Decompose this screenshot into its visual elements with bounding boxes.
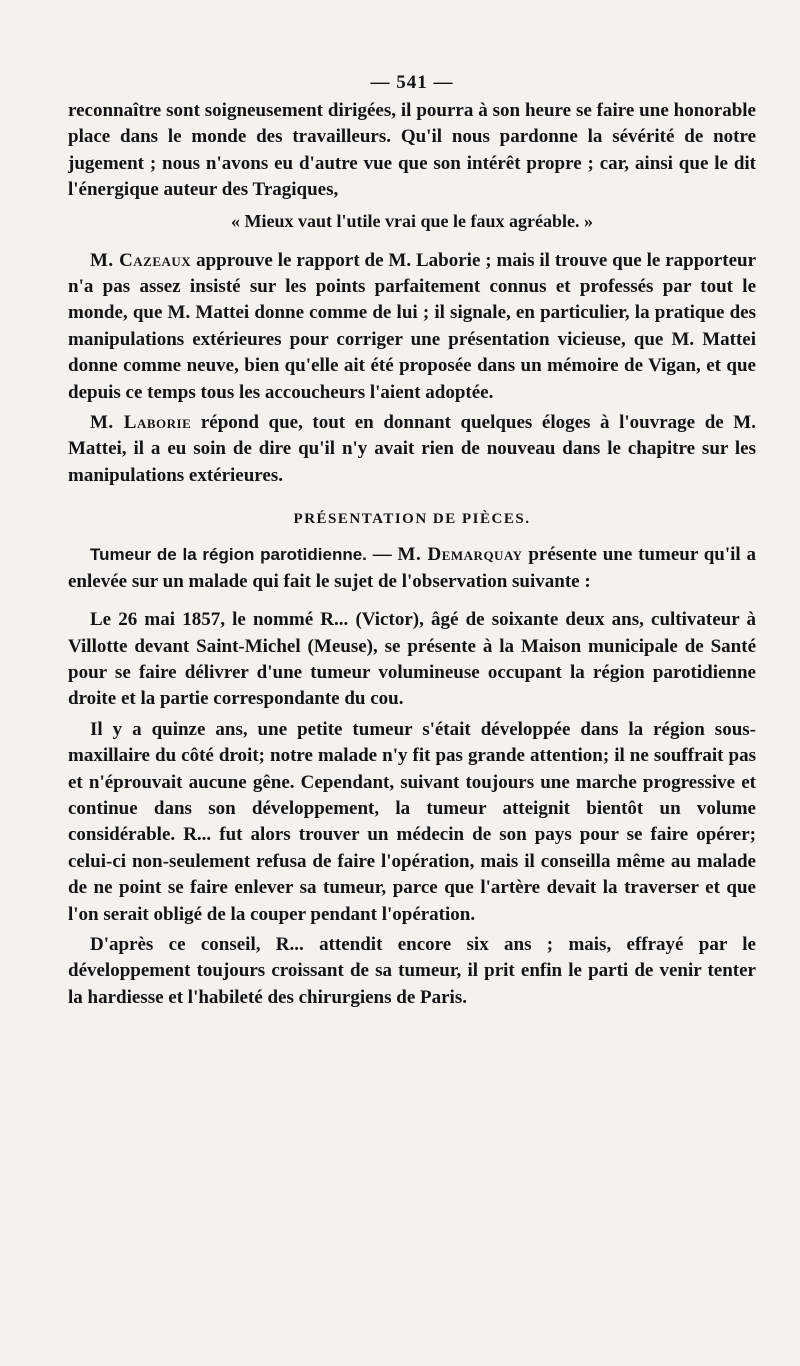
paragraph-continuation: reconnaître sont soigneusement dirigées, il pourra à son heure se faire une honorable place dans le monde des travailleurs. Qu'il nous pardonne la sévérité de notre jugement ; nous n'avons eu d'autre vue que son intérêt propre ; car, ainsi que le dit l'énergique auteur des Tragiques, [68,100,756,201]
quotation: « Mieux vaut l'utile vrai que le faux agréable. » [231,210,593,231]
section-heading: PRÉSENTATION DE PIÈCES. [293,511,531,528]
paragraph-observation-2: Il y a quinze ans, une petite tumeur s'était développée dans la région sous-maxillaire du côté droit; notre malade n'y fit pas grande attention; il ne souffrait pas et n'éprouvait aucune gêne. Cependant, suivant toujours une marche progressive et continue dans son développement, la tumeur atteignit bientôt un volume considérable. R... fut alors trouver un médecin de son pays pour se faire opérer; celui-ci non-seulement refusa de faire l'opération, mais il conseilla même au malade de ne point se faire enlever sa tumeur, parce que l'artère devait la traverser et que l'on serait obligé de la couper pendant l'opération. [68,718,756,925]
paragraph-observation-1: Le 26 mai 1857, le nommé R... (Victor), âgé de soixante deux ans, cultivateur à Villotte devant Saint-Michel (Meuse), se présente à la Maison municipale de Santé pour se faire délivrer d'une tumeur volumineuse occupant la région parotidienne droite et la partie correspondante du cou. [68,609,756,710]
dash: — [366,544,398,566]
paragraph-text: répond que, tout en donnant quelques éloges à l'ouvrage de M. Mattei, il a eu soin de dire qu'il n'y avait rien de nouveau dans le chapitre sur les manipulations extérieures. [68,412,756,486]
paragraph-demarquay [68,542,756,595]
subheading: Tumeur de la région parotidienne. [90,545,367,565]
paragraph-text: approuve le rapport de M. Laborie ; mais il trouve que le rapporteur n'a pas assez insisté sur les points parfaitement connus et professés par tout le monde, que M. Mattei donne comme de lui ; il signale, en particulier, la pratique des manipulations extérieures pour corriger une présentation vicieuse, que M. Mattei donne comme neuve, bien qu'elle ait été proposée dans un mémoire de Vigan, et que depuis ce temps tous les accoucheurs l'aient adoptée. [68,249,756,403]
paragraph-text: présente une tumeur qu'il a enlevée sur un malade qui fait le sujet de l'observation suivante : [68,544,756,592]
speaker-name: M. Cazeaux [90,249,192,271]
paragraph-observation-3: D'après ce conseil, R... attendit encore six ans ; mais, effrayé par le développement toujours croissant de sa tumeur, il prit enfin le parti de venir tenter la hardiesse et l'habileté des chirurgiens de Paris. [68,933,756,1008]
page-number: — 541 — [370,72,454,93]
speaker-name: M. Laborie [90,412,192,434]
paragraph-laborie [68,410,756,489]
speaker-name: M. Demarquay [397,544,523,566]
paragraph-cazeaux [68,248,756,406]
